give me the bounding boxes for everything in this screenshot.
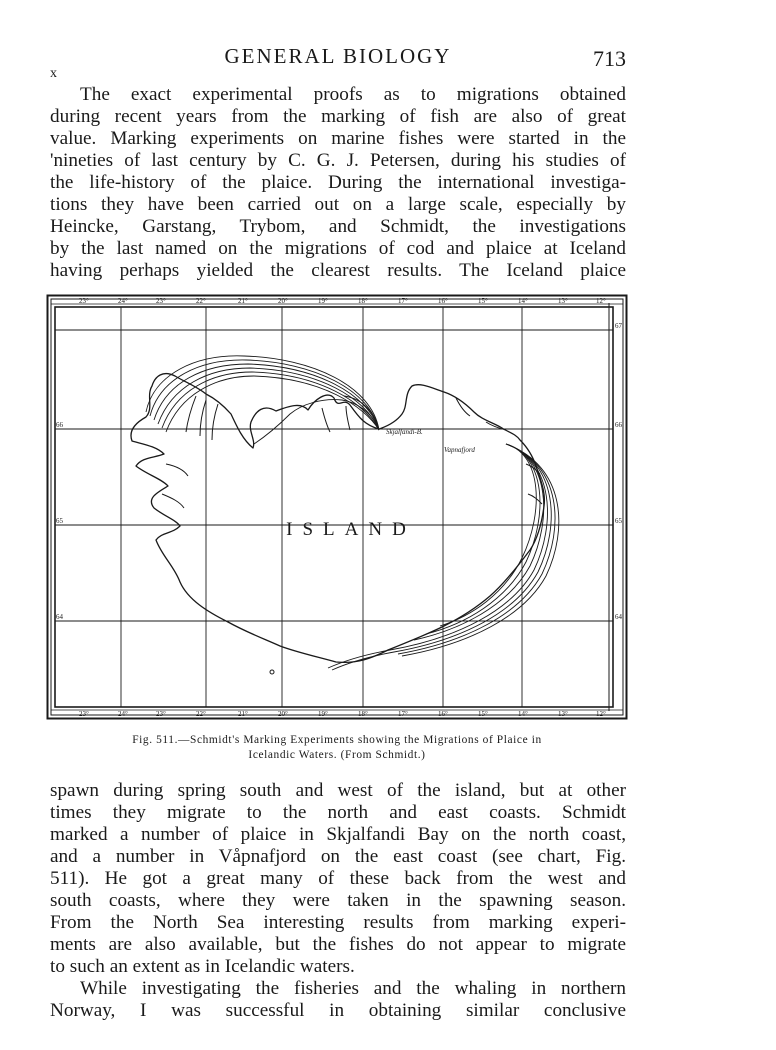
longitude-label-top: 17° [398, 297, 408, 305]
latitude-label-left: 64 [56, 613, 63, 621]
text-line: south coasts, where they were taken in the spawning season. [50, 890, 626, 911]
text-line: While investigating the fisheries and the whaling in northern [80, 978, 626, 999]
latitude-label-left: 66 [56, 421, 63, 429]
longitude-label-top: 12° [596, 297, 606, 305]
text-line: marked a number of plaice in Skjalfandi Bay on the north coast, [50, 824, 626, 845]
latitude-label-right: 66 [615, 421, 622, 429]
longitude-label-bottom: 15° [478, 710, 488, 718]
map-country-label: ISLAND [286, 519, 416, 540]
latitude-label-right: 67 [615, 322, 622, 330]
text-line: value. Marking experiments on marine fishes were started in the [50, 128, 626, 149]
longitude-label-bottom: 13° [558, 710, 568, 718]
latitude-label-left: 65 [56, 517, 63, 525]
longitude-label-bottom: 21° [238, 710, 248, 718]
latitude-label-right: 65 [615, 517, 622, 525]
longitude-label-bottom: 19° [318, 710, 328, 718]
longitude-label-top: 18° [358, 297, 368, 305]
text-line: The exact experimental proofs as to migrations obtained [80, 84, 626, 105]
longitude-label-top: 23° [79, 297, 89, 305]
text-line: to such an extent as in Icelandic waters. [50, 956, 355, 977]
longitude-label-bottom: 24° [118, 710, 128, 718]
paragraph-2 [50, 780, 626, 978]
longitude-label-top: 19° [318, 297, 328, 305]
place-label-skjalfandi: Skjalfandi-B. [386, 428, 423, 436]
map-inner-frame [51, 299, 623, 715]
place-label-vapnafjord: Vapnafjord [444, 446, 475, 454]
page-number: 713 [593, 46, 626, 71]
latitude-label-right: 64 [615, 613, 622, 621]
text-line: tions they have been carried out on a large scale, especially by [50, 194, 626, 215]
text-line: and a number in Våpnafjord on the east coast (see chart, Fig. [50, 846, 626, 867]
caption-line: Icelandic Waters. (From Schmidt.) [248, 749, 426, 761]
longitude-label-top: 16° [438, 297, 448, 305]
signature-mark: x [50, 66, 57, 81]
caption-line: Fig. 511.—Schmidt's Marking Experiments showing the Migrations of Plaice in [132, 734, 542, 746]
longitude-label-bottom: 23° [79, 710, 89, 718]
text-line: From the North Sea interesting results from marking experi- [50, 912, 626, 933]
longitude-label-bottom: 23° [156, 710, 166, 718]
longitude-label-top: 22° [196, 297, 206, 305]
longitude-label-top: 20° [278, 297, 288, 305]
longitude-label-bottom: 16° [438, 710, 448, 718]
figure-caption [48, 733, 626, 763]
text-line: having perhaps yielded the clearest results. The Iceland plaice [50, 260, 626, 281]
text-line: times they migrate to the north and east coasts. Schmidt [50, 802, 626, 823]
map-neatline [55, 307, 613, 707]
migration-routes-north [146, 356, 379, 444]
text-line: 'nineties of last century by C. G. J. Petersen, during his studies of [50, 150, 626, 171]
migration-map-figure [46, 294, 628, 720]
map-graticule [55, 307, 613, 707]
longitude-label-top: 14° [518, 297, 528, 305]
longitude-label-top: 23° [156, 297, 166, 305]
migration-map [46, 294, 628, 720]
longitude-label-bottom: 17° [398, 710, 408, 718]
paragraph-1 [50, 84, 626, 282]
text-line: Norway, I was successful in obtaining similar conclusive [50, 1000, 626, 1021]
text-line: ments are also available, but the fishes do not appear to migrate [50, 934, 626, 955]
longitude-label-bottom: 12° [596, 710, 606, 718]
text-line: the life-history of the plaice. During the international investiga- [50, 172, 626, 193]
longitude-label-bottom: 18° [358, 710, 368, 718]
text-line: 511). He got a great many of these back from the west and [50, 868, 626, 889]
page-header [50, 44, 626, 81]
paragraph-3 [50, 978, 626, 1022]
longitude-label-top: 21° [238, 297, 248, 305]
running-title: GENERAL BIOLOGY [224, 44, 452, 68]
text-line: Heincke, Garstang, Trybom, and Schmidt, the investigations [50, 216, 626, 237]
text-line: spawn during spring south and west of the island, but at other [50, 780, 626, 801]
text-line: by the last named on the migrations of cod and plaice at Iceland [50, 238, 626, 259]
longitude-label-bottom: 14° [518, 710, 528, 718]
longitude-label-top: 24° [118, 297, 128, 305]
longitude-label-bottom: 22° [196, 710, 206, 718]
text-line: during recent years from the marking of fish are also of great [50, 106, 626, 127]
longitude-label-top: 13° [558, 297, 568, 305]
longitude-label-top: 15° [478, 297, 488, 305]
longitude-label-bottom: 20° [278, 710, 288, 718]
